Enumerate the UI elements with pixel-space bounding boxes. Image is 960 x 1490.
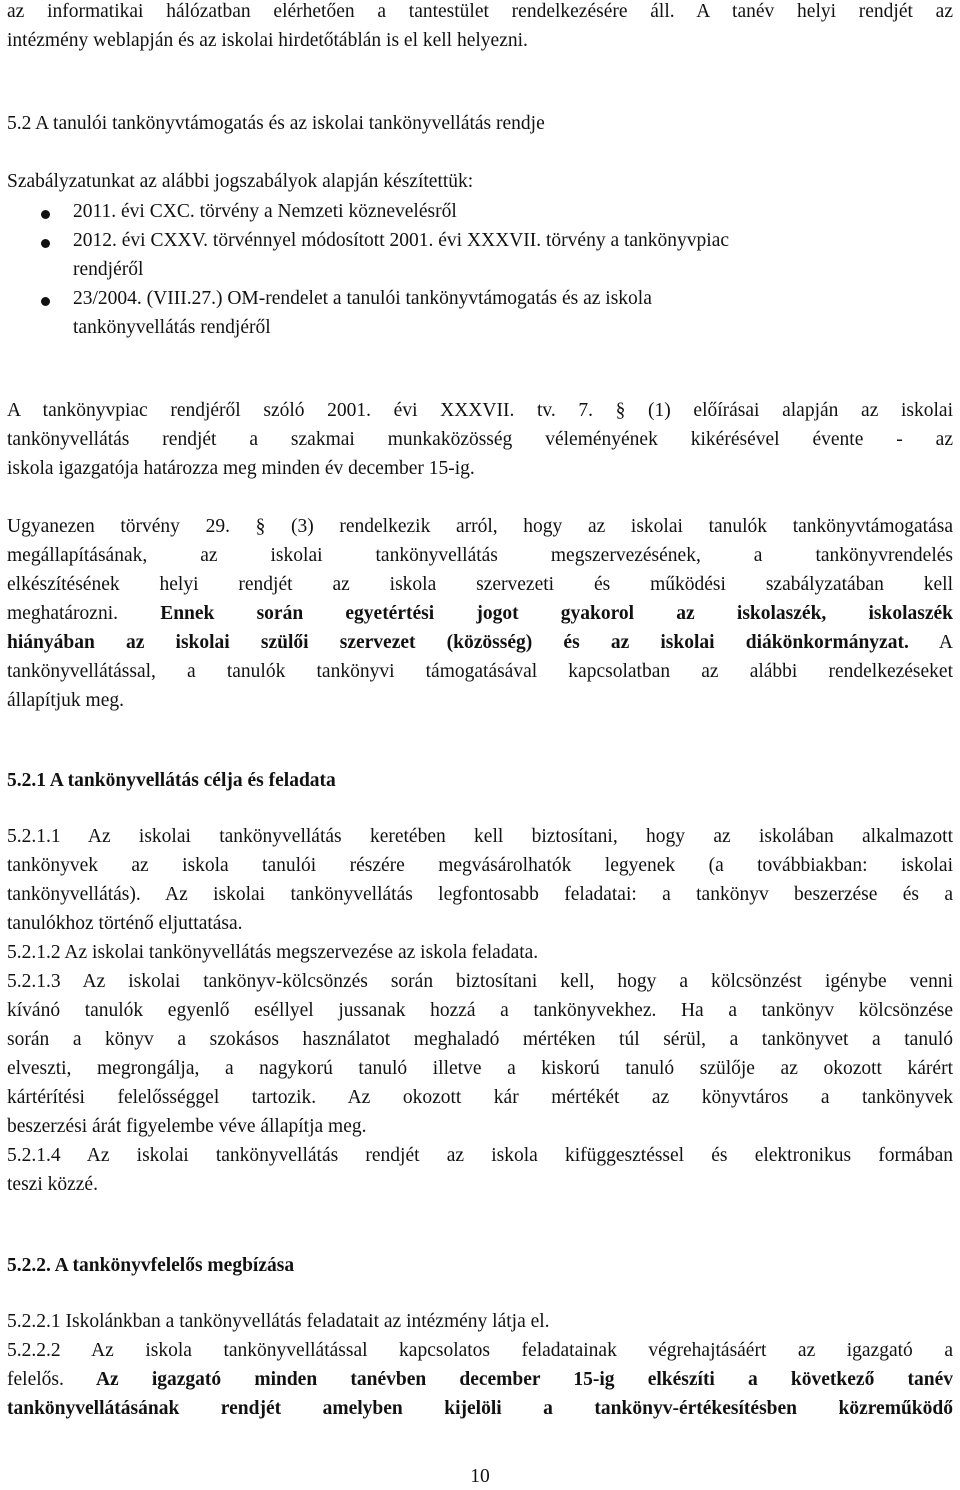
- bullet-icon: [41, 239, 50, 248]
- paragraph-line: megállapításának, az iskolai tankönyvellátás megszervezésének, a tankönyvrendelés: [7, 545, 953, 566]
- law-item: 2011. évi CXC. törvény a Nemzeti köznevelésről: [73, 201, 457, 222]
- paragraph-line: Ugyanezen törvény 29. § (3) rendelkezik arról, hogy az iskolai tanulók tankönyvtámogatása: [7, 516, 953, 537]
- paragraph-line: 5.2.1.4 Az iskolai tankönyvellátás rendjét az iskola kifüggesztéssel és elektronikus formában: [7, 1145, 953, 1166]
- subsection-heading: 5.2.2. A tankönyvfelelős megbízása: [7, 1255, 295, 1276]
- paragraph-line: 5.2.2.2 Az iskola tankönyvellátással kapcsolatos feladatainak végrehajtásáért az igazgató a: [7, 1340, 953, 1361]
- paragraph-line: [7, 1368, 953, 1392]
- bold-text: Az igazgató minden tanévben december 15-ig elkészíti a következő tanév: [63, 1369, 953, 1390]
- paragraph-line: állapítjuk meg.: [7, 690, 124, 711]
- paragraph-line: kívánó tanulók egyenlő eséllyel jussanak hozzá a tankönyvekhez. Ha a tankönyv kölcsönzése: [7, 1000, 953, 1021]
- section-heading: 5.2 A tanulói tankönyvtámogatás és az iskolai tankönyvellátás rendje: [7, 113, 545, 134]
- paragraph-line: teszi közzé.: [7, 1174, 98, 1195]
- bold-text: hiányában az iskolai szülői szervezet (közösség) és az iskolai diákönkormányzat.: [7, 632, 909, 653]
- paragraph-line: tankönyvellátásának rendjét amelyben kijelöli a tankönyv-értékesítésben közreműködő: [7, 1398, 953, 1419]
- paragraph-line: [7, 602, 953, 626]
- paragraph-line: tankönyvellátás rendjét a szakmai munkaközösség véleményének kikérésével évente - az: [7, 429, 953, 450]
- paragraph-line: 5.2.1.2 Az iskolai tankönyvellátás megszervezése az iskola feladata.: [7, 942, 539, 963]
- law-item-cont: rendjéről: [73, 259, 144, 280]
- paragraph-line: elveszti, megrongálja, a nagykorú tanuló illetve a kiskorú tanuló szülője az okozott kárért: [7, 1058, 953, 1079]
- law-item: 23/2004. (VIII.27.) OM-rendelet a tanulói tankönyvtámogatás és az iskola: [73, 288, 652, 309]
- paragraph-line: elkészítésének helyi rendjét az iskola szervezeti és működési szabályzatában kell: [7, 574, 953, 595]
- paragraph-line: A tankönyvpiac rendjéről szóló 2001. évi XXXVII. tv. 7. § (1) előírásai alapján az iskolai: [7, 400, 953, 421]
- law-item: 2012. évi CXXV. törvénnyel módosított 2001. évi XXXVII. törvény a tankönyvpiac: [73, 230, 730, 251]
- paragraph-line: 5.2.1.3 Az iskolai tankönyv-kölcsönzés során biztosítani kell, hogy a kölcsönzést igénybe venni: [7, 971, 953, 992]
- lead-text: Szabályzatunkat az alábbi jogszabályok alapján készítettük:: [7, 171, 474, 192]
- paragraph-line: beszerzési árát figyelembe véve állapítja meg.: [7, 1116, 367, 1137]
- paragraph-line: során a könyv a szokásos használatot meghaladó mértéken túl sérül, a tankönyvet a tanuló: [7, 1029, 953, 1050]
- paragraph-line: tankönyvellátás). Az iskolai tankönyvellátás legfontosabb feladatai: a tankönyv beszerzése és a: [7, 884, 953, 905]
- paragraph-line: tanulókhoz történő eljuttatása.: [7, 913, 243, 934]
- page-number: 10: [470, 1466, 490, 1487]
- bold-text: Ennek során egyetértési jogot gyakorol az iskolaszék, iskolaszék: [160, 603, 953, 624]
- paragraph-line: tankönyvek az iskola tanulói részére megvásárolhatók legyenek (a továbbiakban: iskolai: [7, 855, 953, 876]
- intro-line: intézmény weblapján és az iskolai hirdetőtáblán is el kell helyezni.: [7, 30, 528, 51]
- intro-line: az informatikai hálózatban elérhetően a tantestület rendelkezésére áll. A tanév helyi rendjét az: [7, 1, 953, 22]
- bullet-icon: [41, 210, 50, 219]
- plain-text: A: [908, 632, 954, 653]
- paragraph-line: tankönyvellátással, a tanulók tankönyvi támogatásával kapcsolatban az alábbi rendelkezéseket: [7, 661, 953, 682]
- bullet-icon: [41, 297, 50, 306]
- paragraph-line: kártérítési felelősséggel tartozik. Az okozott kár mértékét az könyvtáros a tankönyvek: [7, 1087, 953, 1108]
- plain-text: meghatározni.: [7, 603, 118, 624]
- plain-text: felelős.: [7, 1369, 64, 1390]
- law-item-cont: tankönyvellátás rendjéről: [73, 317, 271, 338]
- paragraph-line: 5.2.1.1 Az iskolai tankönyvellátás keretében kell biztosítani, hogy az iskolában alkalmazott: [7, 826, 953, 847]
- paragraph-line: 5.2.2.1 Iskolánkban a tankönyvellátás feladatait az intézmény látja el.: [7, 1311, 550, 1332]
- paragraph-line: iskola igazgatója határozza meg minden év december 15-ig.: [7, 458, 475, 479]
- subsection-heading: 5.2.1 A tankönyvellátás célja és feladata: [7, 770, 336, 791]
- paragraph-line: [7, 631, 953, 655]
